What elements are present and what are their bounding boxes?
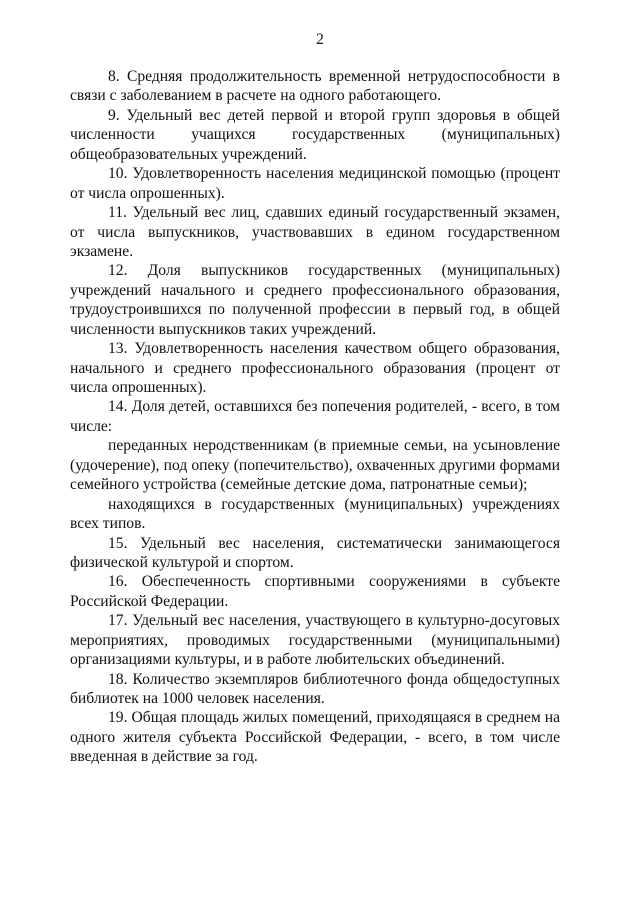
paragraph-item-16: 16. Обеспеченность спортивными сооружениями в субъекте Российской Федерации. <box>70 573 560 610</box>
paragraph-item-9: 9. Удельный вес детей первой и второй групп здоровья в общей численности учащихся государственных (муниципальных) общеобразовательных учреждений. <box>70 106 560 163</box>
paragraph-item-12: 12. Доля выпускников государственных (муниципальных) учреждений начального и среднего профессионального образования, трудоустроившихся по полученной профессии в первый год, в общей численности выпускников таких учреждений. <box>70 262 560 338</box>
paragraph-item-19: 19. Общая площадь жилых помещений, приходящаяся в среднем на одного жителя субъекта Российской Федерации, - всего, в том числе введенная в действие за год. <box>70 709 560 766</box>
paragraph-item-10: 10. Удовлетворенность населения медицинской помощью (процент от числа опрошенных). <box>70 165 560 202</box>
paragraph-item-14: 14. Доля детей, оставшихся без попечения родителей, - всего, в том числе: <box>70 398 560 435</box>
document-body <box>70 67 560 767</box>
paragraph-item-18: 18. Количество экземпляров библиотечного фонда общедоступных библиотек на 1000 человек населения. <box>70 670 560 707</box>
page-number: 2 <box>316 31 324 48</box>
paragraph-item-14-sub-2: находящихся в государственных (муниципальных) учреждениях всех типов. <box>70 495 560 533</box>
paragraph-item-14-sub-1: переданных неродственникам (в приемные семьи, на усыновление (удочерение), под опеку (попечительство), охваченных другими формами семейного устройства (семейные детские дома, патронатные семьи); <box>70 437 560 494</box>
paragraph-item-8: 8. Средняя продолжительность временной нетрудоспособности в связи с заболеванием в расчете на одного работающего. <box>70 68 560 105</box>
paragraph-item-11: 11. Удельный вес лиц, сдавших единый государственный экзамен, от числа выпускников, участвовавших в едином государственном экзамене. <box>70 204 560 260</box>
paragraph-item-15: 15. Удельный вес населения, систематически занимающегося физической культурой и спортом. <box>70 534 560 571</box>
paragraph-item-17: 17. Удельный вес населения, участвующего в культурно-досуговых мероприятиях, проводимых государственными (муниципальными) организациями культуры, и в работе любительских объединений. <box>70 612 560 669</box>
paragraph-item-13: 13. Удовлетворенность населения качеством общего образования, начального и среднего профессионального образования (процент от числа опрошенных). <box>70 340 560 396</box>
